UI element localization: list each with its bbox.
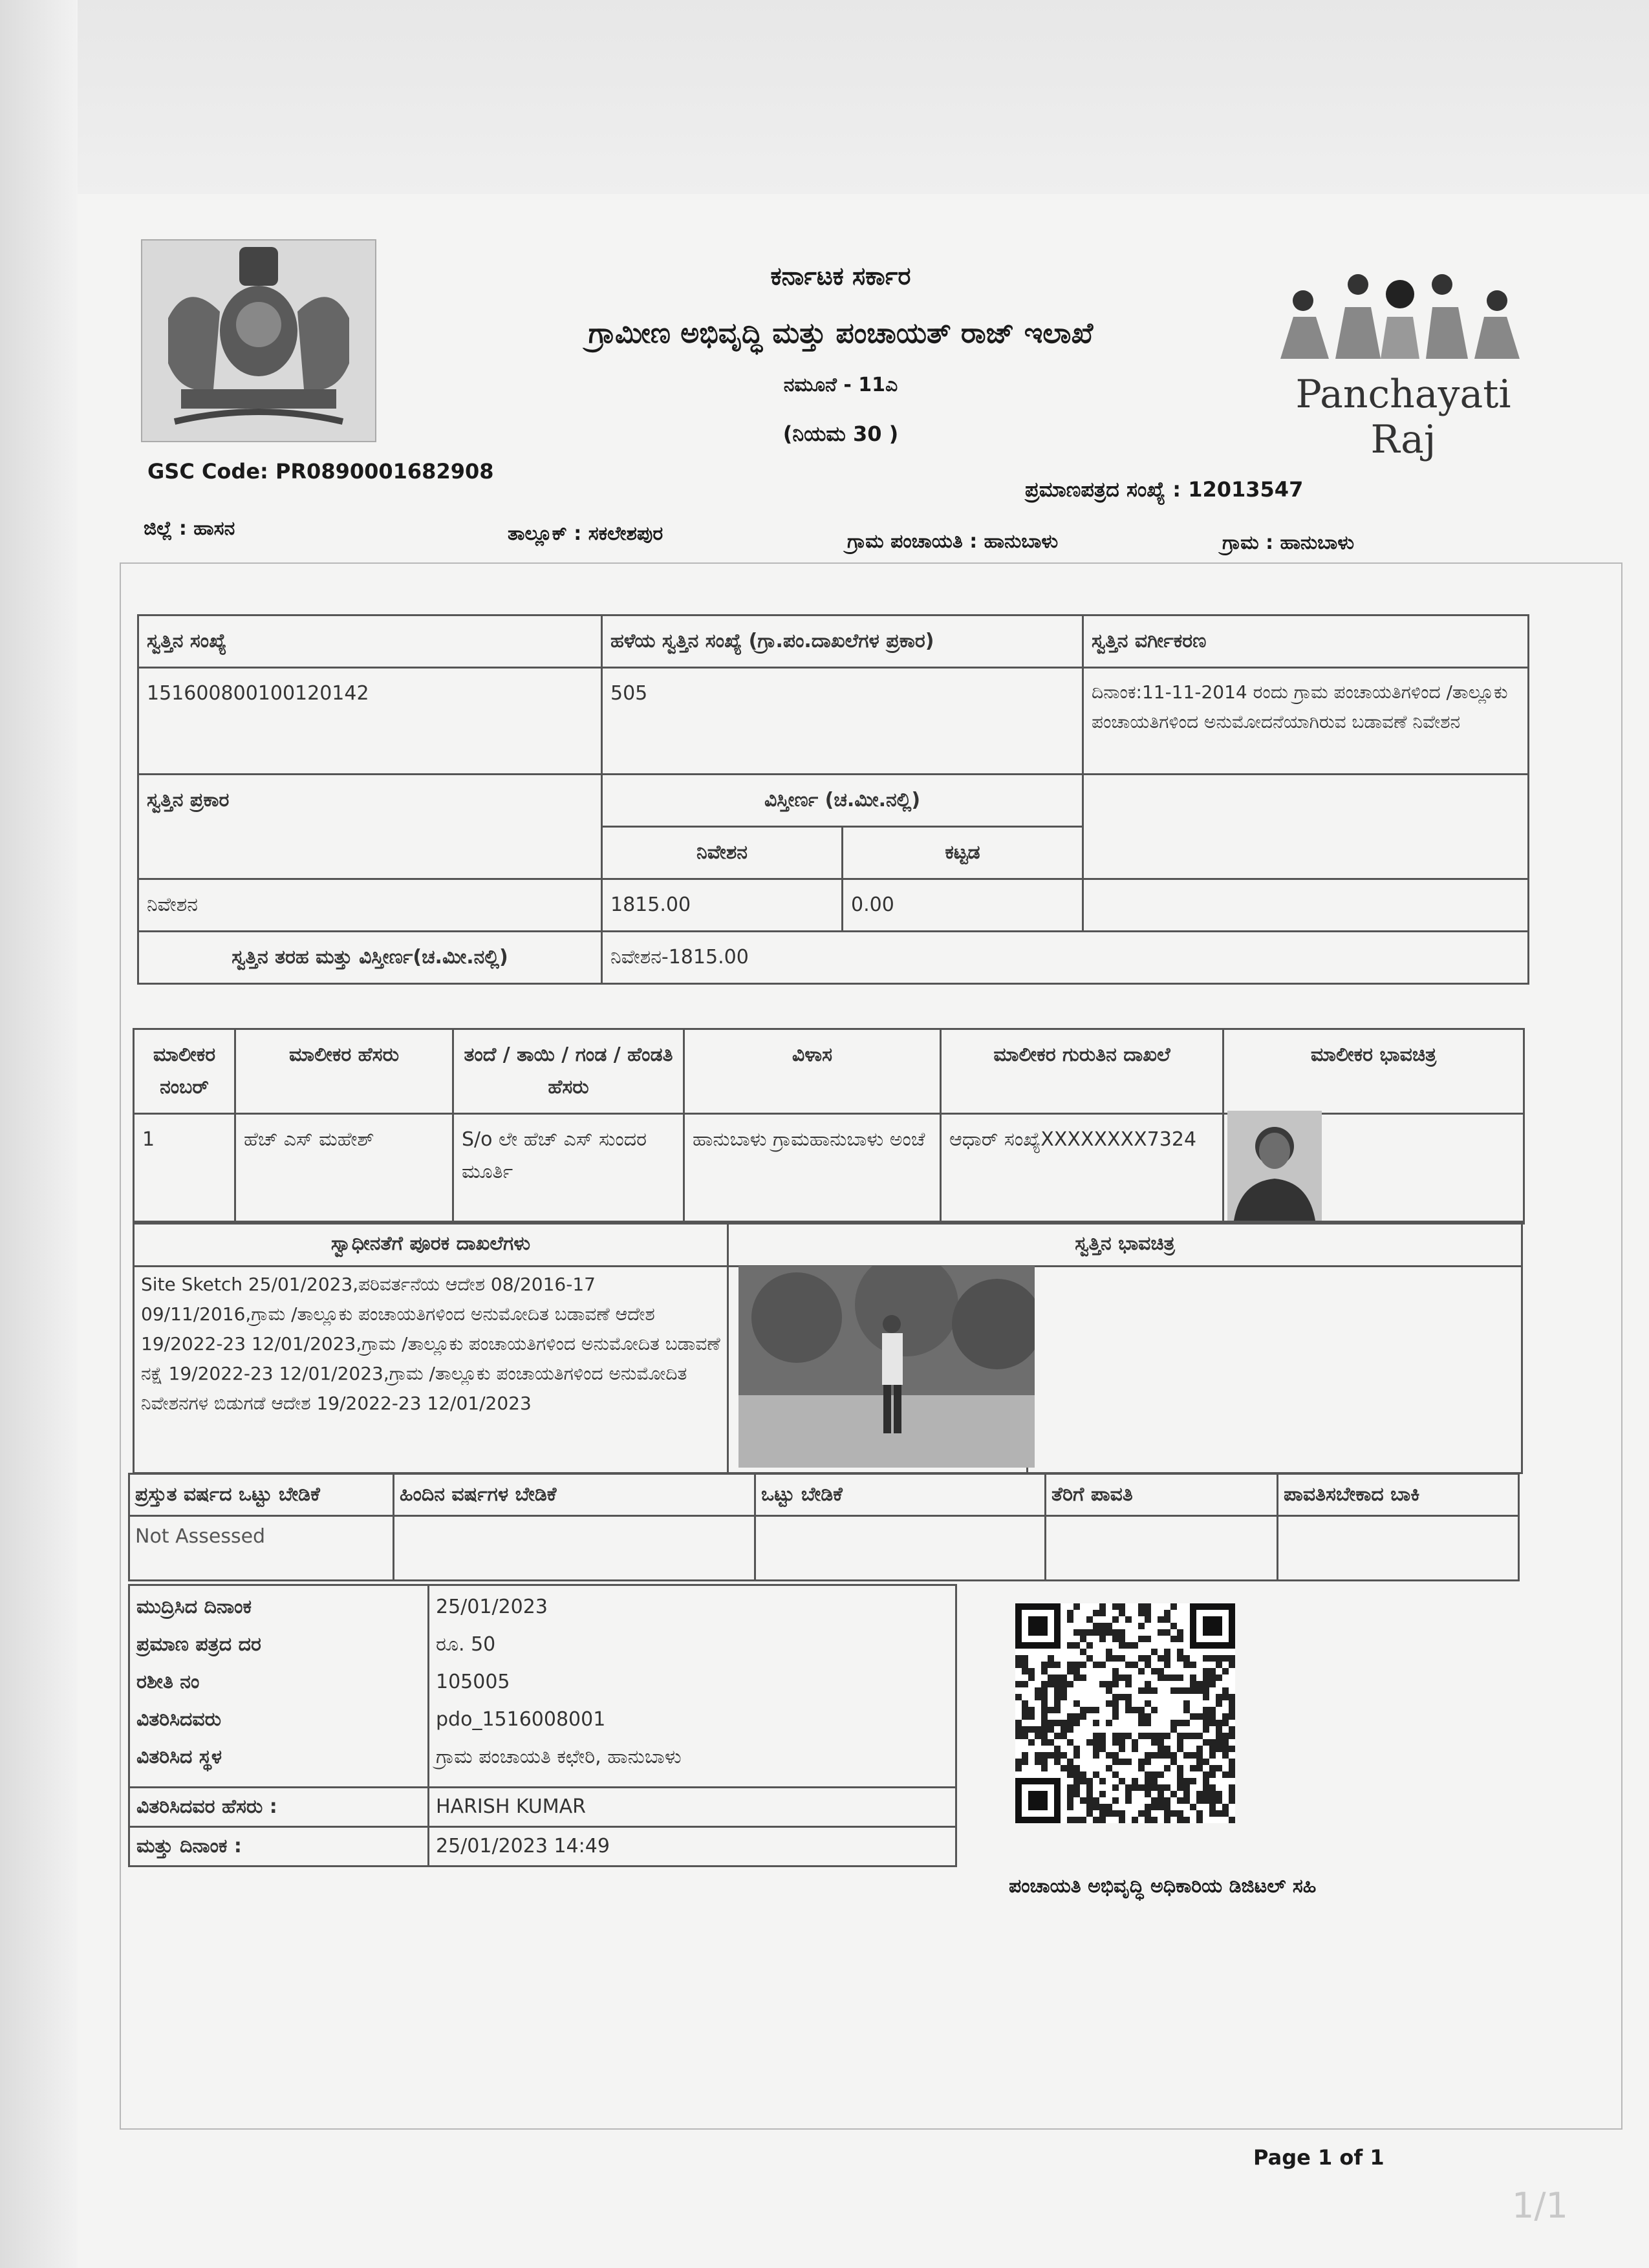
signer-name-label: ವಿತರಿಸಿದವರ ಹೆಸರು :: [129, 1788, 429, 1827]
owner-photo-header: ಮಾಲೀಕರ ಭಾವಚಿತ್ರ: [1223, 1029, 1524, 1114]
empty-cell: [1083, 879, 1529, 932]
previous-demand-header: ಹಿಂದಿನ ವರ್ಷಗಳ ಬೇಡಿಕೆ: [394, 1474, 755, 1516]
issued-by-value: pdo_1516008001: [429, 1701, 956, 1738]
govt-title: ಕರ್ನಾಟಕ ಸರ್ಕಾರ: [770, 262, 911, 290]
property-photo-header: ಸ್ವತ್ತಿನ ಭಾವಚಿತ್ರ: [728, 1222, 1522, 1267]
property-classification: ದಿನಾಂಕ:11-11-2014 ರಂದು ಗ್ರಾಮ ಪಂಚಾಯತಿಗಳಿಂದ /ತಾಲ್ಲೂಕು ಪಂಚಾಯತಿಗಳಿಂದ ಅನುಮೋದನೆಯಾಗಿರುವ ಬಡಾವಣೆ ನಿವೇಶನ: [1083, 668, 1529, 775]
district: ಜಿಲ್ಲೆ : ಹಾಸನ: [144, 517, 235, 540]
certificate-number: ಪ್ರಮಾಣಪತ್ರದ ಸಂಖ್ಯೆ : 12013547: [1025, 477, 1304, 502]
current-demand-header: ಪ್ರಸ್ತುತ ವರ್ಷದ ಒಟ್ಟು ಬೇಡಿಕೆ: [129, 1474, 394, 1516]
owner-number-header: ಮಾಲೀಕರ ನಂಬರ್: [134, 1029, 235, 1114]
owner-number: 1: [134, 1114, 235, 1224]
page-number: Page 1 of 1: [1253, 2145, 1385, 2170]
site-photo-icon: [738, 1266, 1035, 1468]
people-logo-icon: [1267, 262, 1539, 372]
karnataka-emblem: [141, 239, 376, 442]
department-title: ಗ್ರಾಮೀಣ ಅಭಿವೃದ್ಧಿ ಮತ್ತು ಪಂಚಾಯತ್ ರಾಜ್ ಇಲಾಖೆ: [588, 317, 1094, 350]
viewer-page-indicator: 1/1: [1512, 2185, 1568, 2226]
property-number: 151600800100120142: [138, 668, 602, 775]
signed-date-label: ಮತ್ತು ದಿನಾಂಕ :: [129, 1827, 429, 1867]
area-header: ವಿಸ್ತೀರ್ಣ (ಚ.ಮೀ.ನಲ್ಲಿ): [602, 775, 1083, 827]
supporting-docs-header: ಸ್ವಾಧೀನತೆಗೆ ಪೂರಕ ದಾಖಲೆಗಳು: [134, 1222, 728, 1267]
panchayati-raj-logo: [1267, 262, 1539, 462]
empty-cell: [1083, 775, 1529, 879]
signed-date-value: 25/01/2023 14:49: [429, 1827, 956, 1867]
tax-paid-header: ತೆರಿಗೆ ಪಾವತಿ: [1046, 1474, 1278, 1516]
scan-top-band: [0, 0, 1649, 194]
building-area: 0.00: [843, 879, 1083, 932]
issue-place-label: ವಿತರಿಸಿದ ಸ್ಥಳ: [129, 1738, 429, 1788]
person-portrait-icon: [1227, 1111, 1322, 1221]
property-type: ನಿವೇಶನ: [138, 879, 602, 932]
balance-due-header: ಪಾವತಿಸಬೇಕಾದ ಬಾಕಿ: [1278, 1474, 1519, 1516]
certificate-fee-value: ರೂ. 50: [429, 1626, 956, 1664]
tax-paid-value: [1046, 1516, 1278, 1581]
property-no-header: ಸ್ವತ್ತಿನ ಸಂಖ್ಯೆ: [138, 615, 602, 668]
id-doc-header: ಮಾಲೀಕರ ಗುರುತಿನ ದಾಖಲೆ: [941, 1029, 1223, 1114]
current-demand-value: Not Assessed: [129, 1516, 394, 1581]
relation-header: ತಂದೆ / ತಾಯಿ / ಗಂಡ / ಹೆಂಡತಿ ಹೆಸರು: [453, 1029, 684, 1114]
owner-relation: S/o ಲೇ ಹೆಚ್ ಎಸ್ ಸುಂದರ ಮೂರ್ತಿ: [453, 1114, 684, 1224]
receipt-no-value: 105005: [429, 1664, 956, 1701]
certificate-fee-label: ಪ್ರಮಾಣ ಪತ್ರದ ದರ: [129, 1626, 429, 1664]
print-date-value: 25/01/2023: [429, 1585, 956, 1627]
old-property-number: 505: [602, 668, 1083, 775]
taluk: ತಾಲ್ಲೂಕ್ : ಸಕಲೇಶಪುರ: [508, 522, 663, 545]
balance-due-value: [1278, 1516, 1519, 1581]
property-photo: [738, 1266, 1035, 1468]
owner-id-document: ಆಧಾರ್ ಸಂಖ್ಯೆXXXXXXXX7324: [941, 1114, 1223, 1224]
previous-demand-value: [394, 1516, 755, 1581]
empty-cell: [1028, 1267, 1522, 1473]
property-table: [137, 614, 1529, 985]
old-property-no-header: ಹಳೆಯ ಸ್ವತ್ತಿನ ಸಂಖ್ಯೆ (ಗ್ರಾ.ಪಂ.ದಾಖಲೆಗಳ ಪ್ರಕಾರ): [602, 615, 1083, 668]
qr-code: [1015, 1603, 1235, 1823]
emblem-icon: [142, 241, 375, 441]
rule-number: (ನಿಯಮ 30 ): [782, 422, 899, 446]
issue-details-table: [128, 1584, 957, 1867]
site-area-header: ನಿವೇಶನ: [602, 827, 843, 879]
total-demand-value: [755, 1516, 1046, 1581]
receipt-no-label: ರಶೀತಿ ನಂ: [129, 1664, 429, 1701]
print-date-label: ಮುದ್ರಿಸಿದ ದಿನಾಂಕ: [129, 1585, 429, 1627]
total-demand-header: ಒಟ್ಟು ಬೇಡಿಕೆ: [755, 1474, 1046, 1516]
digital-signature-caption: ಪಂಚಾಯತಿ ಅಭಿವೃದ್ಧಿ ಅಧಿಕಾರಿಯ ಡಿಜಿಟಲ್ ಸಹಿ: [1009, 1875, 1317, 1898]
site-area: 1815.00: [602, 879, 843, 932]
gram-panchayat: ಗ್ರಾಮ ಪಂಚಾಯತಿ : ಹಾನುಬಾಳು: [847, 530, 1059, 553]
issued-by-label: ವಿತರಿಸಿದವರು: [129, 1701, 429, 1738]
village: ಗ್ರಾಮ : ಹಾನುಬಾಳು: [1222, 531, 1355, 554]
property-type-header: ಸ್ವತ್ತಿನ ಪ್ರಕಾರ: [138, 775, 602, 879]
logo-text: Panchayati Raj: [1295, 372, 1511, 462]
total-area-label: ಸ್ವತ್ತಿನ ತರಹ ಮತ್ತು ವಿಸ್ತೀರ್ಣ(ಚ.ಮೀ.ನಲ್ಲಿ): [138, 932, 602, 984]
gsc-code: GSC Code: PR0890001682908: [147, 459, 494, 484]
owner-name: ಹೆಚ್ ಎಸ್ ಮಹೇಶ್: [235, 1114, 453, 1224]
total-area-value: ನಿವೇಶನ-1815.00: [602, 932, 1529, 984]
tax-table: [128, 1473, 1520, 1581]
issue-place-value: ಗ್ರಾಮ ಪಂಚಾಯತಿ ಕಛೇರಿ, ಹಾನುಬಾಳು: [429, 1738, 956, 1788]
owner-name-header: ಮಾಲೀಕರ ಹೆಸರು: [235, 1029, 453, 1114]
scan-left-edge: [0, 0, 78, 2268]
address-header: ವಿಳಾಸ: [684, 1029, 941, 1114]
classification-header: ಸ್ವತ್ತಿನ ವರ್ಗೀಕರಣ: [1083, 615, 1529, 668]
owner-photo: [1227, 1111, 1322, 1221]
qr-code-icon: [1015, 1603, 1235, 1823]
building-area-header: ಕಟ್ಟಡ: [843, 827, 1083, 879]
form-number: ನಮೂನೆ - 11ಎ: [783, 374, 898, 396]
signer-name-value: HARISH KUMAR: [429, 1788, 956, 1827]
supporting-docs-text: Site Sketch 25/01/2023,ಪರಿವರ್ತನೆಯ ಆದೇಶ 08/2016-17 09/11/2016,ಗ್ರಾಮ /ತಾಲ್ಲೂಕು ಪಂಚಾಯತಿಗಳಿಂದ ಅನುಮೋದಿತ ಬಡಾವಣೆ ಆದೇಶ 19/2022-23 12/01/2023,ಗ್ರಾಮ /ತಾಲ್ಲೂಕು ಪಂಚಾಯತಿಗಳಿಂದ ಅನುಮೋದಿತ ಬಡಾವಣೆ ನಕ್ಷೆ 19/2022-23 12/01/2023,ಗ್ರಾಮ /ತಾಲ್ಲೂಕು ಪಂಚಾಯತಿಗಳಿಂದ ಅನುಮೋದಿತ ನಿವೇಶನಗಳ ಬಿಡುಗಡೆ ಆದೇಶ 19/2022-23 12/01/2023: [134, 1267, 728, 1473]
owner-address: ಹಾನುಬಾಳು ಗ್ರಾಮಹಾನುಬಾಳು ಅಂಚೆ: [684, 1114, 941, 1224]
